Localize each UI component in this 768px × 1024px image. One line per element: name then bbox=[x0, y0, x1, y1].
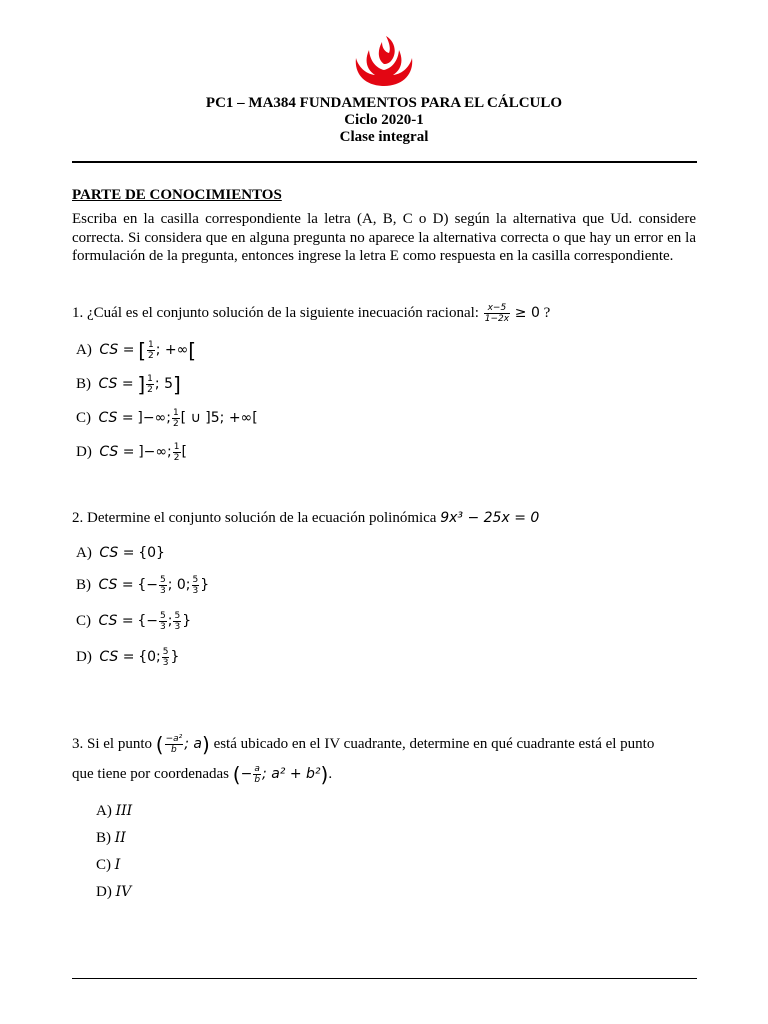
q3-option-c[interactable]: C) I bbox=[96, 857, 121, 873]
question-1-end: ? bbox=[543, 304, 551, 321]
header-divider bbox=[72, 161, 697, 163]
q3-option-a[interactable]: A) III bbox=[96, 803, 133, 819]
section-title: PARTE DE CONOCIMIENTOS bbox=[72, 187, 282, 203]
instructions-text: Escriba en la casilla correspondiente la letra (A, B, C o D) según la alternativa que Ud. considere correcta. Si considera que en alguna pregunta no aparece la alternativa correcta o que hay un error en la formulación de la pregunta, entonces ingrese la letra E como respuesta en la casilla correspondiente. bbox=[72, 211, 696, 264]
question-1-fraction: $\frac{x-5}{1-2x}$ bbox=[484, 303, 510, 324]
question-2-equation: 9x³ − 25x = 0 bbox=[440, 510, 540, 526]
q2-option-b[interactable]: B) CS = {− $\frac{5}{3}$ ; 0; $\frac{5}{3}$ } bbox=[76, 575, 210, 596]
q2-option-a[interactable]: A) CS = {0} bbox=[76, 545, 165, 561]
question-1-text: 1. ¿Cuál es el conjunto solución de la siguiente inecuación racional: bbox=[72, 304, 479, 321]
q3-option-b[interactable]: B) II bbox=[96, 830, 126, 846]
exam-cycle: Ciclo 2020-1 bbox=[344, 112, 424, 128]
q2-option-d[interactable]: D) CS = {0; $\frac{5}{3}$ } bbox=[76, 647, 180, 668]
question-1-inequality: ≥ 0 bbox=[514, 304, 540, 321]
question-2-text: 2. Determine el conjunto solución de la ecuación polinómica bbox=[72, 510, 437, 526]
question-3-line-1: 3. Si el punto ( $\frac{\text{−a²}}{b}$ ; a) está ubicado en el IV cuadrante, determine en qué cuadrante está el punto bbox=[72, 732, 655, 757]
question-1 bbox=[72, 303, 696, 324]
university-logo bbox=[351, 34, 417, 88]
q1-option-a[interactable]: A) CS = [ $\frac{1}{2}$ ; +∞[ bbox=[76, 338, 197, 363]
question-3-line-2: que tiene por coordenadas (− $\frac{a}{b}$ ; a² + b²). bbox=[72, 762, 333, 787]
question-2 bbox=[72, 510, 696, 527]
q3-option-d[interactable]: D) IV bbox=[96, 884, 132, 900]
q1-option-d[interactable]: D) CS = ]−∞; $\frac{1}{2}$ [ bbox=[76, 442, 187, 463]
exam-class: Clase integral bbox=[339, 129, 429, 145]
q2-option-c[interactable]: C) CS = {− $\frac{5}{3}$ ; $\frac{5}{3}$ } bbox=[76, 611, 192, 632]
footer-divider bbox=[72, 978, 697, 979]
exam-title: PC1 – MA384 FUNDAMENTOS PARA EL CÁLCULO bbox=[205, 95, 563, 111]
q1-option-c[interactable]: C) CS = ]−∞; $\frac{1}{2}$ [ ∪ ]5; +∞[ bbox=[76, 408, 258, 429]
q1-option-b[interactable]: B) CS = ] $\frac{1}{2}$ ; 5] bbox=[76, 372, 181, 397]
